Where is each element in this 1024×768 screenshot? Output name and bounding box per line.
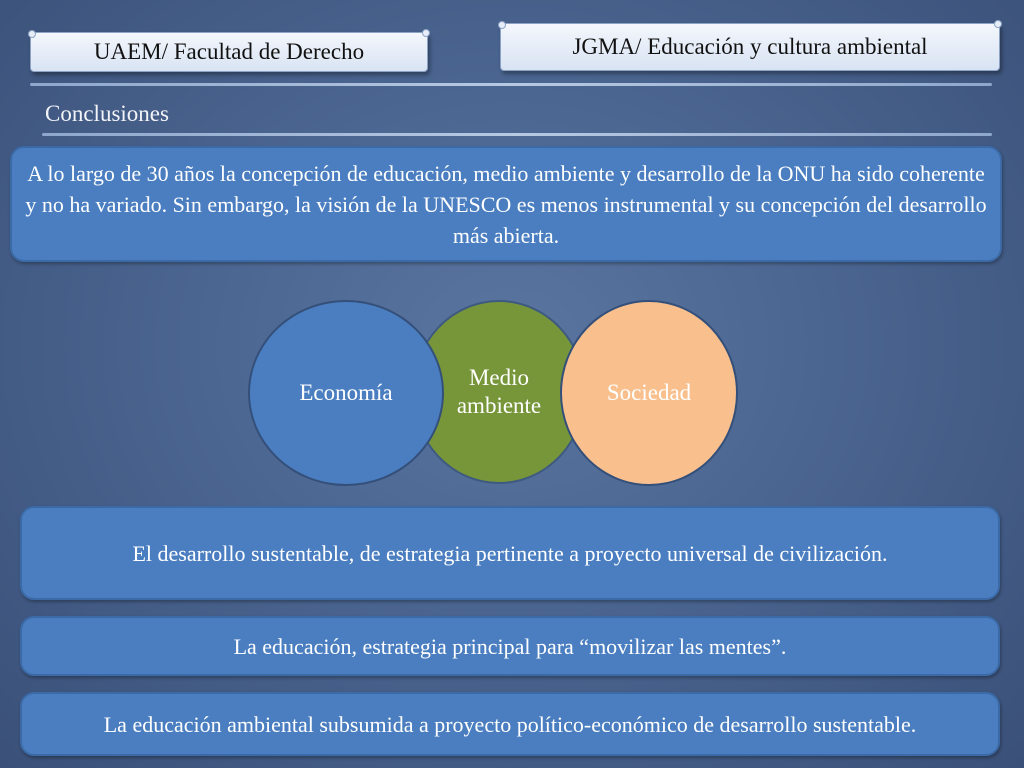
circle-sociedad: [560, 300, 738, 486]
conclusion-box-3: [20, 692, 1000, 756]
section-divider: [42, 133, 992, 136]
conclusion-text-3: La educación ambiental subsumida a proyecto político-económico de desarrollo sustentable.: [103, 711, 917, 737]
conclusion-box-2: [20, 616, 1000, 676]
circle-economia: [248, 300, 444, 486]
header-right-title: JGMA/ Educación y cultura ambiental: [572, 34, 928, 59]
intro-box: [10, 146, 1002, 262]
conclusion-text-1: El desarrollo sustentable, de estrategia pertinente a proyecto universal de civilización.: [132, 540, 888, 566]
conclusion-box-1: [20, 506, 1000, 600]
circle-sociedad-label: Sociedad: [606, 380, 692, 405]
section-title: Conclusiones: [45, 101, 169, 126]
circle-medio-ambiente-label: Medio ambiente: [456, 365, 542, 418]
circle-economia-label: Economía: [299, 380, 393, 405]
header-right-banner: [500, 23, 1000, 71]
conclusion-text-2: La educación, estrategia principal para “movilizar las mentes”.: [233, 633, 787, 659]
header-divider: [30, 83, 992, 86]
intro-text: A lo largo de 30 años la concepción de educación, medio ambiente y desarrollo de la ONU ha sido coherente y no ha variado. Sin embargo, la visión de la UNESCO es menos instrumental y su concepción del desarrollo más abierta.: [25, 160, 987, 248]
header-left-banner: [30, 32, 428, 72]
header-left-title: UAEM/ Facultad de Derecho: [93, 39, 365, 64]
